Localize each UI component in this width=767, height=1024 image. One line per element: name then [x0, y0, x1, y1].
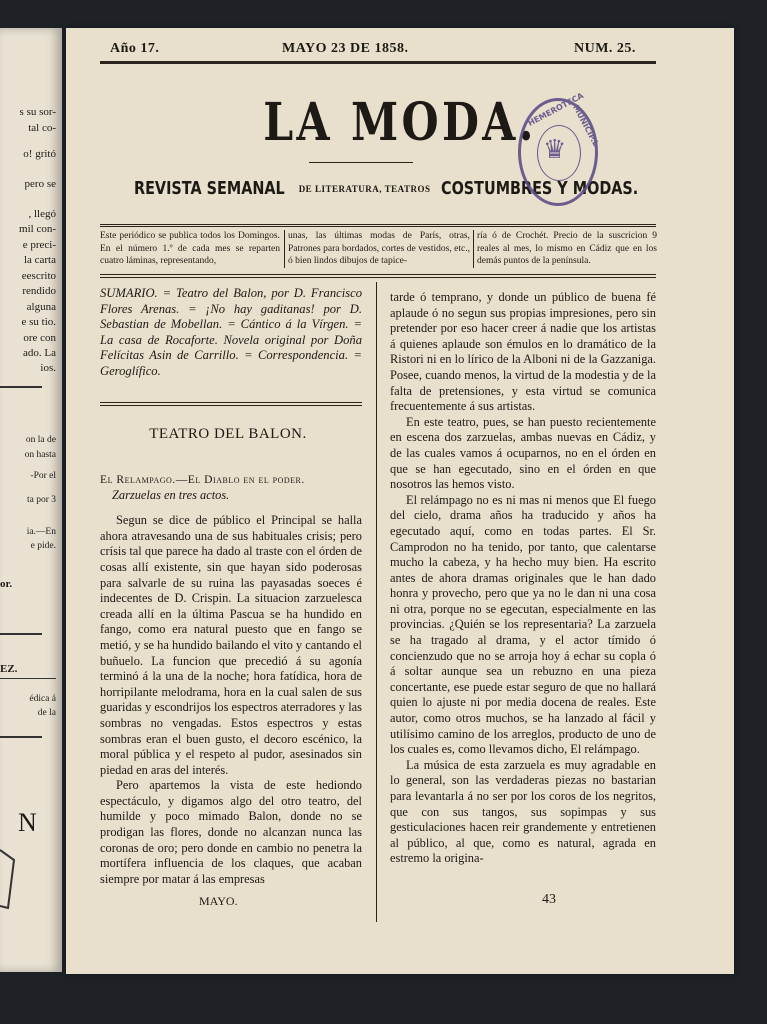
left-page-text-line: e su tio.: [21, 316, 56, 328]
notice-top-rule-2: [100, 226, 656, 227]
left-page-rule: [0, 736, 42, 738]
left-page-text-line: ios.: [40, 362, 56, 374]
left-page-text-line: tal co-: [28, 122, 56, 134]
left-page-rule: [0, 678, 56, 679]
masthead-rule: [309, 162, 413, 163]
left-page-text-line: on hasta: [24, 450, 56, 460]
left-page-text-line: on la de: [25, 435, 56, 445]
left-page-text-line: eescrito: [21, 270, 56, 282]
notice-bottom-rule: [100, 274, 656, 275]
paragraph: La música de esta zarzuela es muy agradable en lo general, son las verdaderas piezas no bastarian para levantarla á no ser por los coros de los negritos, que con sus tangos, sus sopimpas y sus gesticulaciones hacen reir grandemente y entretienen al público, al que, como es natural, agrada en estremo la origina-: [390, 757, 656, 866]
section-title: TEATRO DEL BALON.: [149, 426, 307, 442]
left-page-text-line: pero se: [24, 178, 56, 190]
left-page-text-line: ado. La: [23, 347, 56, 359]
left-page-text-line: la carta: [23, 254, 56, 266]
page-number: 43: [542, 892, 556, 907]
crown-crest-icon: ♛: [543, 135, 567, 165]
issue-number: NUM. 25.: [574, 41, 636, 56]
subtitle-part-a: REVISTA SEMANAL: [134, 178, 285, 199]
footer-month: MAYO.: [199, 894, 238, 908]
notice-separator: [284, 230, 285, 268]
right-column-body: [390, 290, 656, 867]
left-page-text-line: s su sor-: [19, 106, 56, 118]
paragraph: Pero apartemos la vista de este hediondo espectáculo, y digamos algo del otro teatro, del humilde y poco mimado Balon, donde no se prodigan las flores, donde no alcanzan nunca las coronas de oro; pero donde en cambio no penetra la mortífera influencia de los claques, que acaban siempre por matar á las empresas: [100, 778, 362, 886]
sumario: SUMARIO. = Teatro del Balon, por D. Francisco Flores Arenas. = ¡No hay gaditanas! por D. Sebastian de Mobellan. = Cántico á la Vírgen. = La casa de Rocaforte. Novela original por Doña Felícitas Asin de Carrillo. = Correspondencia. = Geroglífico.: [100, 286, 362, 378]
notice-col-1: Este periódico se publica todos los Domingos. En el número 1.º de cada mes se reparten cuatro láminas, representando,: [100, 231, 280, 266]
left-page-bold-line: EZ.: [0, 663, 18, 675]
subtitle-part-b: COSTUMBRES Y MODAS.: [440, 178, 639, 199]
masthead-subtitle: [134, 178, 694, 199]
newspaper-page: [66, 28, 734, 974]
notice-bottom-rule-2: [100, 277, 656, 278]
notice-top-rule: [100, 224, 656, 225]
column-separator: [376, 282, 377, 922]
stamp-text-a: HEMEROTECA: [526, 91, 586, 128]
notice-col-2: unas, las últimas modas de París, otras, Patrones para bordados, cortes de vestidos, etc., ó bien lindos dibujos de tapice-: [288, 231, 470, 266]
left-page-rule: [0, 386, 42, 388]
paragraph: tarde ó temprano, y donde un público de buena fé aplaude ó no segun sus propias impresiones, pero sin pretender por eso hacer creer á nadie que los artistas á quienes aplaude son émulos en lo dramático de la Ristori ni en lo lírico de la Alboni ni de la Gazzaniga. Posee, cuando menos, la virtud de la modestia y de la falta de pretensiones, y esta virtud se comunica frecuentemente á sus artistas.: [390, 290, 656, 414]
sumario-rule-2: [100, 405, 362, 406]
left-page-text-line: édica á: [29, 694, 56, 704]
subtitle-small: DE LITERATURA, TEATROS: [298, 184, 431, 194]
left-page-text-line: alguna: [26, 301, 56, 313]
sumario-rule: [100, 402, 362, 403]
left-page-text-line: ta por 3: [26, 495, 56, 505]
left-page-text-line: mil con-: [19, 223, 56, 235]
masthead-title: LA MODA.: [263, 92, 537, 153]
left-column-body: [100, 472, 362, 887]
left-page-text-line: ore con: [23, 332, 56, 344]
library-stamp: [518, 91, 601, 206]
left-page-text-line: o! gritó: [23, 148, 56, 160]
left-page-text-line: e preci-: [22, 239, 56, 251]
left-page-text-line: de la: [37, 708, 56, 718]
issue-date: MAYO 23 DE 1858.: [282, 41, 409, 56]
left-page-ornament: [0, 848, 16, 912]
left-page-text-line: , llegó: [28, 208, 56, 220]
paragraph: Segun se dice de público el Principal se halla ahora atravesando una de sus habituales crisis; pero crísis tal que parece ha dado al traste con el órden de cosas allí existente, sin que hayan sido poderosas para salvarle de su ruina las payasadas soeces é indecentes de D. Crispin. La situacion zarzuelesca creada allí en la última Pascua se ha hundido en fango, como era natural puesto que en fango se metió, y se ha hundido bailando el vito y cantando el buñuelo. La funcion que precedió á su agonía terminó á la una de la noche; hora fatídica, hora de horripilante melodrama, hora en la cual salen de sus guaridas y escondrijos los espectros aterradores y las sombras no vengadas. Estos espectros y estas sombras eran el buen gusto, el decoro escénico, la moral pública y el respeto al pudor, asesinados sin piedad en aras del interés.: [100, 513, 362, 777]
paragraph: El relámpago no es ni mas ni menos que El fuego del cielo, drama años ha traducido y años ha egecutado aquí, como en todas partes. El Sr. Camprodon no ha tenido, por tanto, que calentarse mucho la cabeza, y ha hecho muy bien. Ha escrito antes de ahora dramas originales que le han dado honra y provecho, pero que ya no le dan ni una cosa ni otra, porque no se egecutan, especialmente en las provincias. ¿Quién se los representaria? La zarzuela se ha tragado al drama, y el actor tímido ó concienzudo que no se arroja hoy á echar su copla ó á soltar aunque sea un rebuzno en una pieza concertante, ese puede estar seguro de que no hallará quien lo ajuste ni por media docena de reales. Este autor, como otros muchos, se ha lanzado al fácil y utilísimo camino de los arreglos, producto de uno de los cuales es, como llevamos dicho, El relámpago.: [390, 492, 656, 757]
notice-col-3: ría ó de Crochét. Precio de la suscricion 9 reales al mes, lo mismo en Cádiz que en los demás puntos de la península.: [477, 231, 657, 266]
left-page-text-line: rendido: [22, 285, 56, 297]
left-page-rule: [0, 633, 42, 635]
header-rule: [100, 61, 656, 64]
left-page-text-line: -Por el: [30, 471, 56, 481]
left-facing-page: [0, 28, 62, 972]
paragraph: En este teatro, pues, se han puesto recientemente en escena dos zarzuelas, ambas nuevas en Cádiz, y de las cuales vamos á ocuparnos, no en el órden en que se han egecutado, sino en el órden en que nosotros las hemos visto.: [390, 414, 656, 492]
left-page-glyph: N: [18, 808, 37, 837]
left-page-text-line: e pide.: [30, 541, 56, 551]
notice-separator: [473, 230, 474, 268]
section-subhead: El Relampago.—El Diablo en el poder.: [100, 473, 305, 486]
section-subhead-italic: Zarzuelas en tres actos.: [112, 487, 230, 502]
left-page-bold-line: or.: [0, 578, 13, 590]
stamp-text-b: MUNICIP.L: [571, 103, 601, 148]
left-page-text-line: ia.—En: [26, 527, 56, 537]
issue-year: Año 17.: [110, 41, 160, 56]
